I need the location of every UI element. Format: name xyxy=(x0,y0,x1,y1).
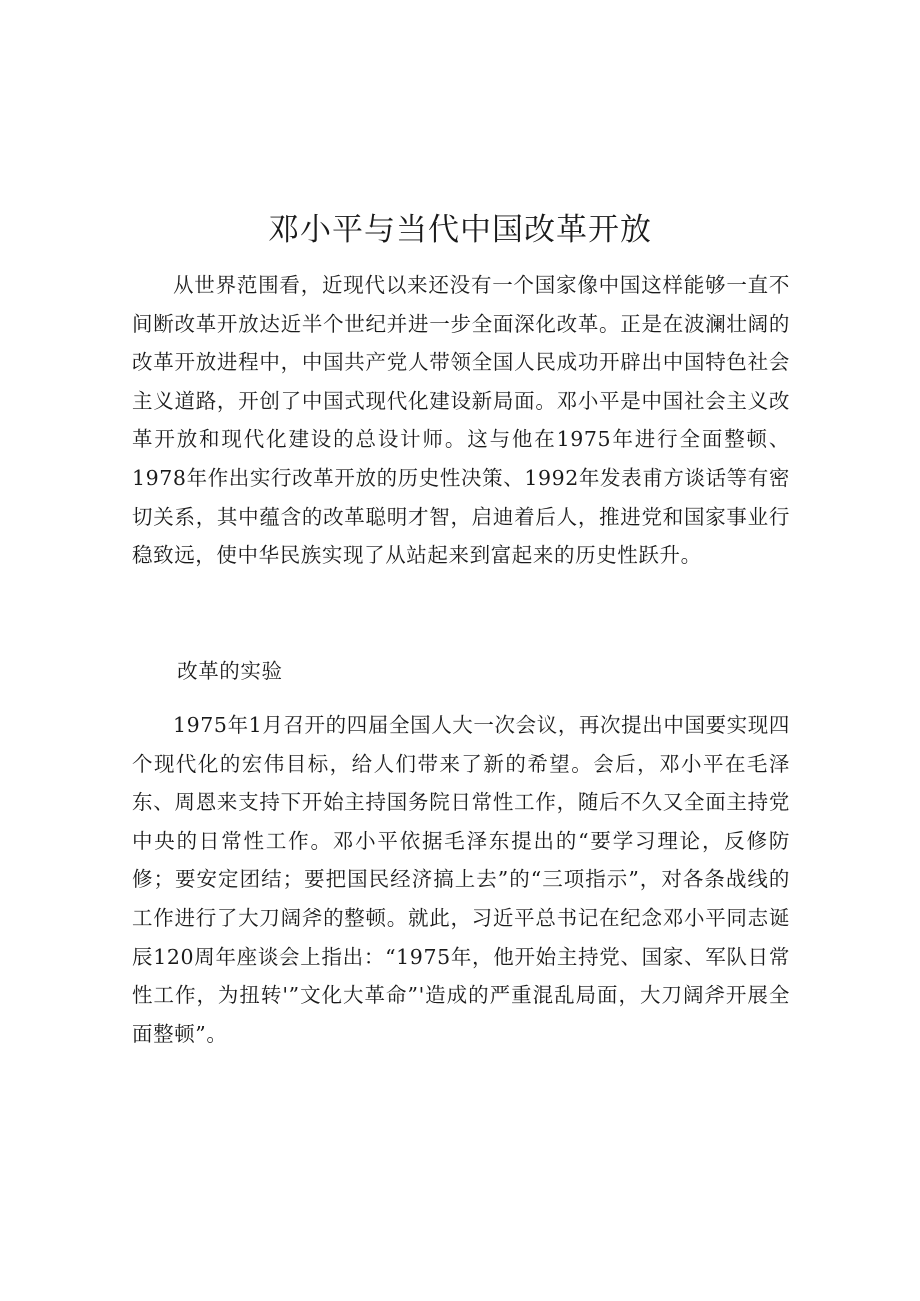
intro-paragraph: 从世界范围看，近现代以来还没有一个国家像中国这样能够一直不间断改革开放达近半个世纪并进一步全面深化改革。正是在波澜壮阔的改革开放进程中，中国共产党人带领全国人民成功开辟出中国特色社会主义道路，开创了中国式现代化建设新局面。邓小平是中国社会主义改革开放和现代化建设的总设计师。这与他在1975年进行全面整顿、1978年作出实行改革开放的历史性决策、1992年发表甫方谈话等有密切关系，其中蕴含的改革聪明才智，启迪着后人，推进党和国家事业行稳致远，使中华民族实现了从站起来到富起来的历史性跃升。 xyxy=(132,273,790,568)
section-paragraph: 1975年1月召开的四届全国人大一次会议，再次提出中国要实现四个现代化的宏伟目标，给人们带来了新的希望。会后，邓小平在毛泽东、周恩来支持下开始主持国务院日常性工作，随后不久又全面主持党中央的日常性工作。邓小平依据毛泽东提出的“要学习理论，反修防修；要安定团结；要把国民经济搞上去”的“三项指示”，对各条战线的工作进行了大刀阔斧的整顿。就此，习近平总书记在纪念邓小平同志诞辰120周年座谈会上指出：“1975年，他开始主持党、国家、军队日常性工作，为扭转'”文化大革命”'造成的严重混乱局面，大刀阔斧开展全面整顿”。 xyxy=(132,713,790,1046)
document-title: 邓小平与当代中国改革开放 xyxy=(268,212,652,248)
section-heading: 改革的实验 xyxy=(177,659,283,683)
